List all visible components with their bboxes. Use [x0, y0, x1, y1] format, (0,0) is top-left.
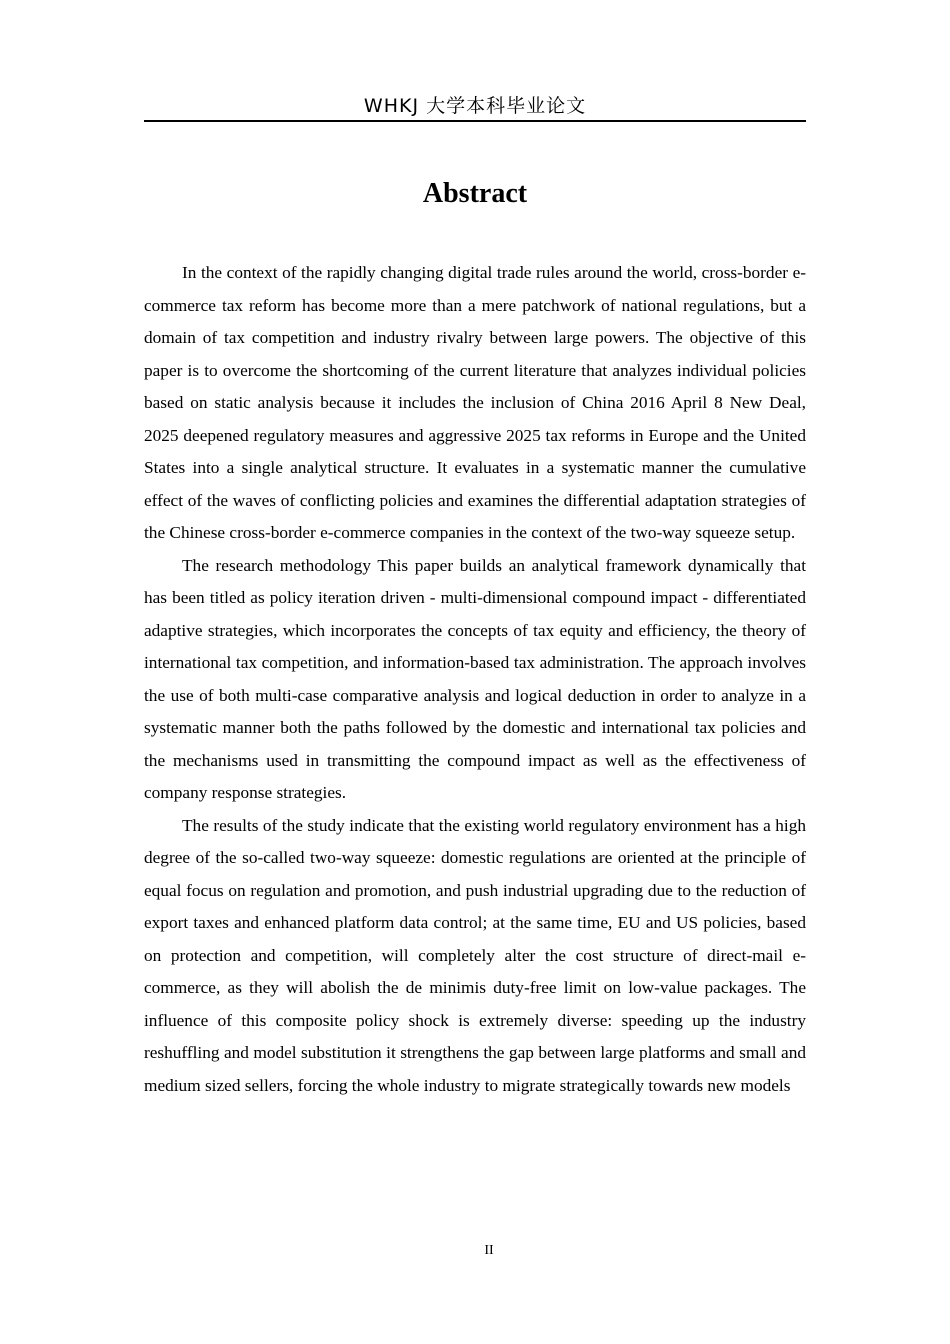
running-header-title: WHKJ 大学本科毕业论文 [363, 95, 587, 117]
running-header [144, 92, 806, 122]
abstract-body [144, 257, 806, 1102]
abstract-paragraph: In the context of the rapidly changing digital trade rules around the world, cross-border e-commerce tax reform has become more than a mere patchwork of national regulations, but a domain of tax competition and industry rivalry between large powers. The objective of this paper is to overcome the shortcoming of the current literature that analyzes individual policies based on static analysis because it includes the inclusion of China 2016 April 8 New Deal, 2025 deepened regulatory measures and aggressive 2025 tax reforms in Europe and the United States into a single analytical structure. It evaluates in a systematic manner the cumulative effect of the waves of conflicting policies and examines the differential adaptation strategies of the Chinese cross-border e-commerce companies in the context of the two-way squeeze setup. [144, 263, 806, 542]
page-number: II [484, 1243, 494, 1258]
abstract-paragraph: The results of the study indicate that the existing world regulatory environment has a high degree of the so-called two-way squeeze: domestic regulations are oriented at the principle of equal focus on regulation and promotion, and push industrial upgrading due to the reduction of export taxes and enhanced platform data control; at the same time, EU and US policies, based on protection and competition, will completely alter the cost structure of direct-mail e-commerce, as they will abolish the de minimis duty-free limit on low-value packages. The influence of this composite policy shock is extremely diverse: speeding up the industry reshuffling and model substitution it strengthens the gap between large platforms and small and medium sized sellers, forcing the whole industry to migrate strategically towards new models [144, 815, 806, 1095]
abstract-title: Abstract [422, 178, 528, 209]
abstract-paragraph: The research methodology This paper builds an analytical framework dynamically that has been titled as policy iteration driven - multi-dimensional compound impact - differentiated adaptive strategies, which incorporates the concepts of tax equity and efficiency, the theory of international tax competition, and information-based tax administration. The approach involves the use of both multi-case comparative analysis and logical deduction in order to analyze in a systematic manner both the paths followed by the domestic and international tax policies and the mechanisms used in transmitting the compound impact as well as the effectiveness of company response strategies. [144, 555, 806, 802]
